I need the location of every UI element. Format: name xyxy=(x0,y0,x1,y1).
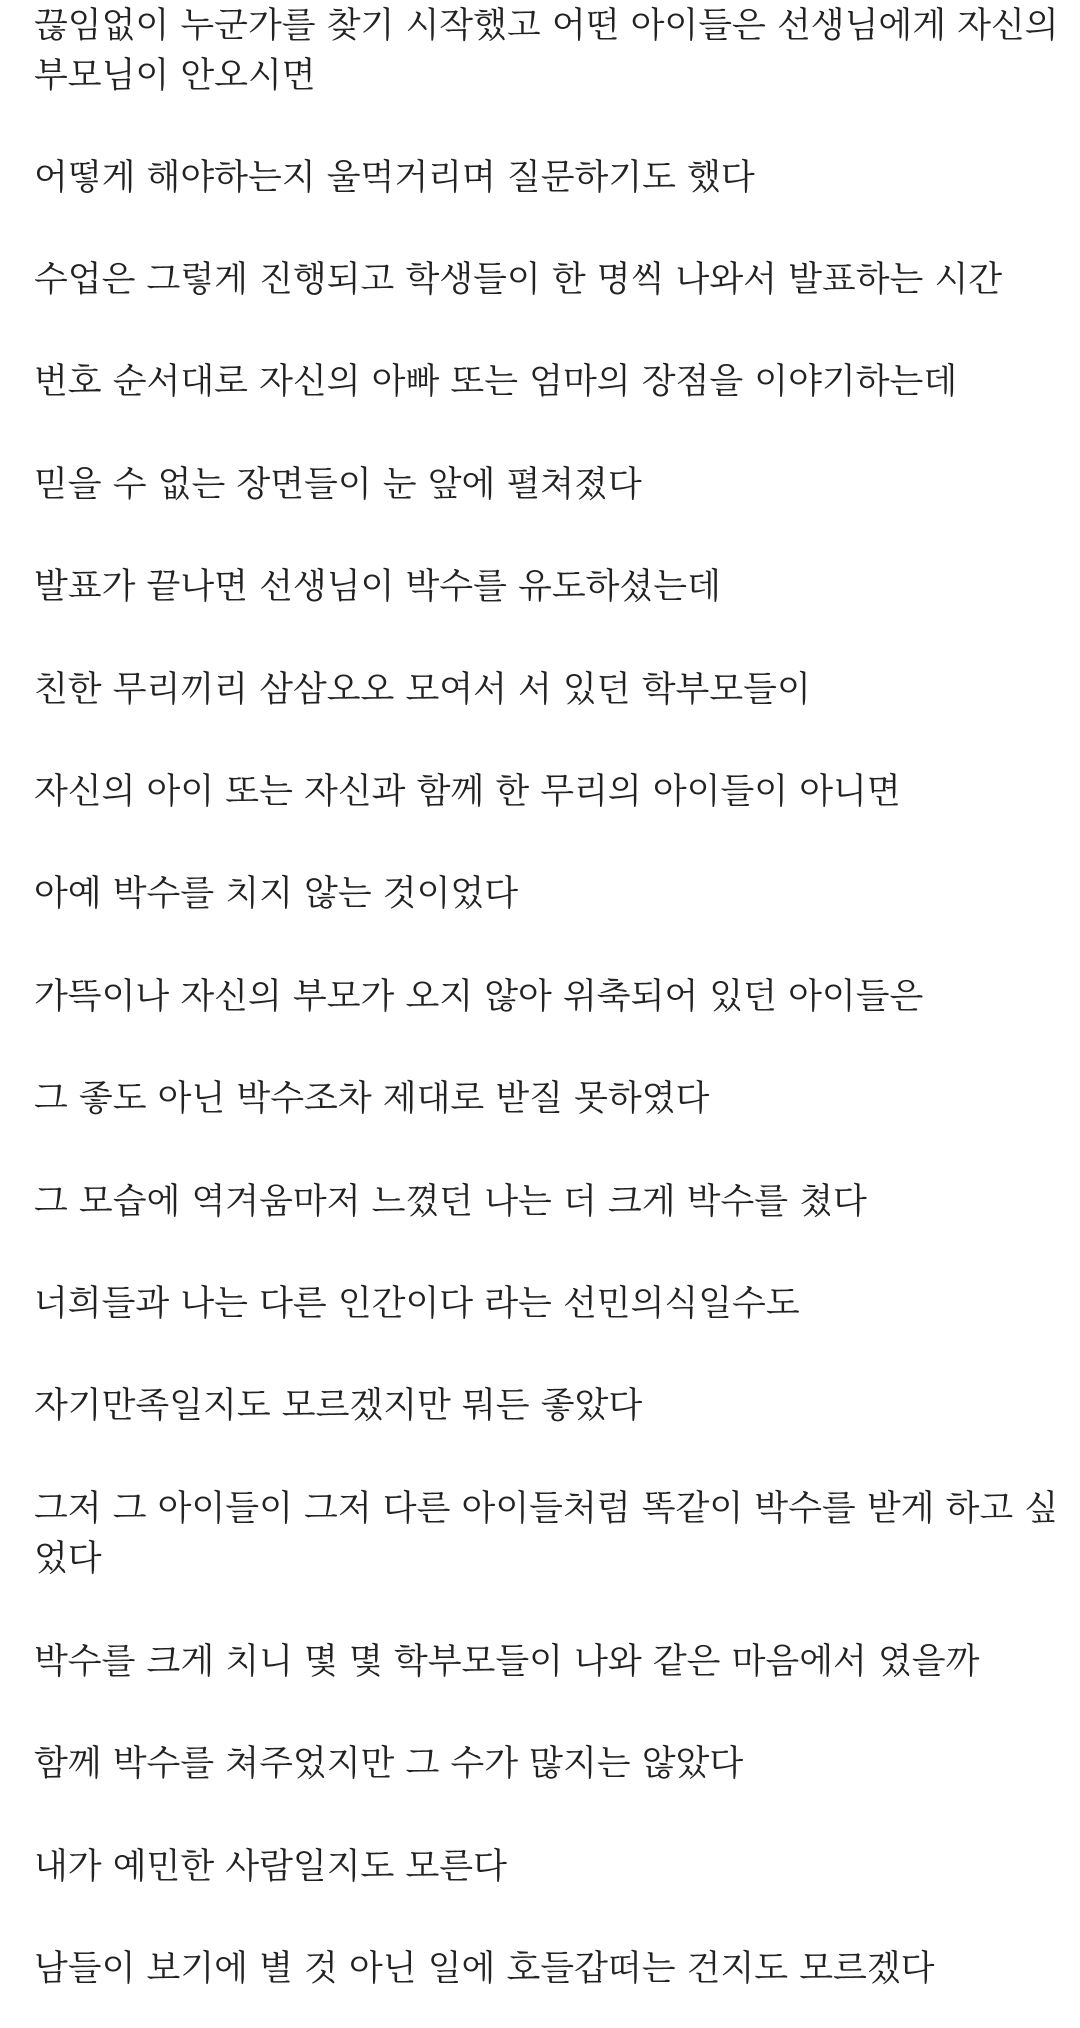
paragraph xyxy=(34,357,1054,407)
text-line: 그 좋도 아닌 박수조차 제대로 받질 못하였다 xyxy=(34,1079,710,1119)
paragraph xyxy=(34,1739,1054,1789)
text-line: 믿을 수 없는 장면들이 눈 앞에 펼쳐졌다 xyxy=(34,465,642,505)
paragraph xyxy=(34,1381,1054,1431)
paragraph xyxy=(34,1842,1054,1892)
paragraph xyxy=(34,869,1054,919)
paragraph xyxy=(34,1484,1059,1584)
paragraph xyxy=(34,153,1054,203)
text-line: 아예 박수를 치지 않는 것이었다 xyxy=(34,874,519,914)
text-line: 내가 예민한 사람일지도 모른다 xyxy=(34,1847,507,1887)
paragraph xyxy=(34,972,1054,1022)
paragraph xyxy=(34,255,1054,305)
text-line: 자기만족일지도 모르겠지만 뭐든 좋았다 xyxy=(34,1386,643,1426)
text-line: 어떻게 해야하는지 울먹거리며 질문하기도 했다 xyxy=(34,158,755,198)
text-line: 발표가 끝나면 선생님이 박수를 유도하셨는데 xyxy=(34,567,721,607)
text-line: 끊임없이 누군가를 찾기 시작했고 어떤 아이들은 선생님에게 자신의 xyxy=(34,6,1059,46)
text-line: 부모님이 안오시면 xyxy=(34,56,316,96)
text-line: 그 모습에 역겨움마저 느꼈던 나는 더 크게 박수를 쳤다 xyxy=(34,1182,867,1222)
text-line: 수업은 그렇게 진행되고 학생들이 한 명씩 나와서 발표하는 시간 xyxy=(34,260,1003,300)
paragraph xyxy=(34,1637,1054,1687)
paragraph xyxy=(34,1279,1054,1329)
paragraph xyxy=(34,767,1054,817)
paragraph xyxy=(34,1,1059,101)
paragraph xyxy=(34,665,1054,715)
text-line: 친한 무리끼리 삼삼오오 모여서 서 있던 학부모들이 xyxy=(34,670,811,710)
text-line: 그저 그 아이들이 그저 다른 아이들처럼 똑같이 박수를 받게 하고 싶 xyxy=(34,1489,1059,1529)
text-line: 번호 순서대로 자신의 아빠 또는 엄마의 장점을 이야기하는데 xyxy=(34,362,958,402)
text-line: 가뜩이나 자신의 부모가 오지 않아 위축되어 있던 아이들은 xyxy=(34,977,924,1017)
text-line: 함께 박수를 쳐주었지만 그 수가 많지는 않았다 xyxy=(34,1744,744,1784)
text-line: 자신의 아이 또는 자신과 함께 한 무리의 아이들이 아니면 xyxy=(34,772,901,812)
paragraph xyxy=(34,460,1054,510)
text-line: 남들이 보기에 별 것 아닌 일에 호들갑떠는 건지도 모르겠다 xyxy=(34,1949,935,1989)
paragraph xyxy=(34,1177,1054,1227)
text-line: 었다 xyxy=(34,1539,102,1579)
text-line: 너희들과 나는 다른 인간이다 라는 선민의식일수도 xyxy=(34,1284,800,1324)
paragraph xyxy=(34,562,1054,612)
paragraph xyxy=(34,1074,1054,1124)
paragraph xyxy=(34,1944,1054,1994)
text-line: 박수를 크게 치니 몇 몇 학부모들이 나와 같은 마음에서 였을까 xyxy=(34,1642,980,1682)
